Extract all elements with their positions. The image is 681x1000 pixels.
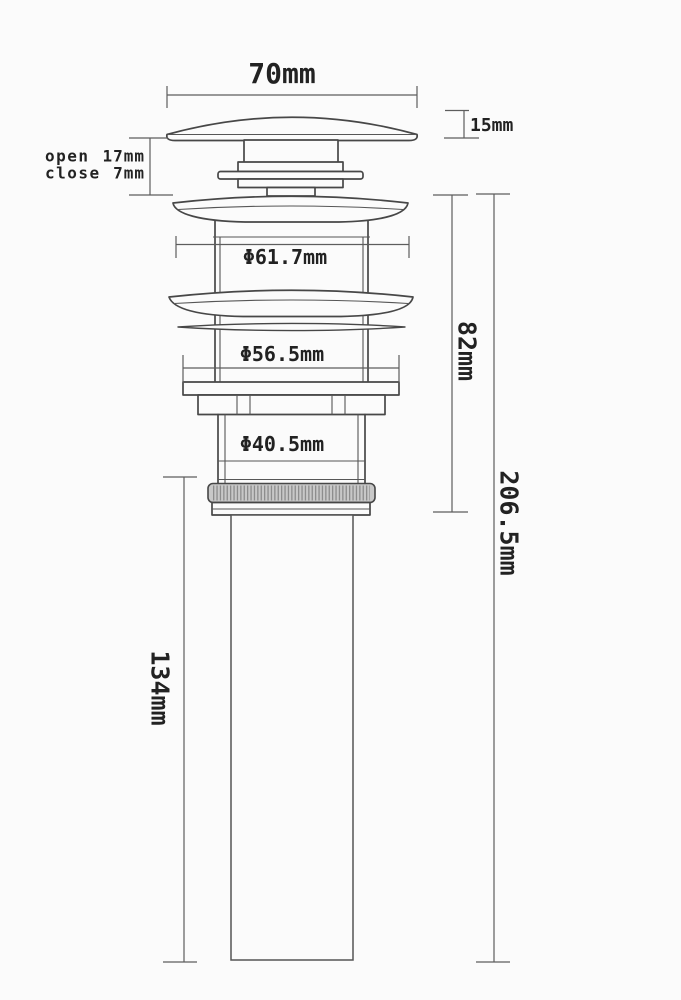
body-diameter-label: Φ56.5mm bbox=[239, 342, 325, 366]
upper-height-dimension bbox=[433, 195, 481, 512]
upper-height-label: 82mm bbox=[452, 320, 482, 382]
cap-stem bbox=[244, 140, 338, 163]
rubber-gasket bbox=[178, 323, 405, 330]
flange-diameter-dimension bbox=[176, 236, 409, 269]
washer-plate bbox=[183, 382, 399, 395]
collar bbox=[212, 503, 370, 516]
cap-thickness-dimension bbox=[444, 111, 514, 139]
cap-width-dimension bbox=[167, 57, 417, 108]
cap-thickness-label: 15mm bbox=[470, 115, 514, 136]
tail-diameter-label: Φ40.5mm bbox=[239, 432, 325, 456]
knurled-ring bbox=[208, 484, 375, 503]
upper-flange-dish bbox=[173, 196, 408, 222]
lift-height-dimension bbox=[45, 138, 173, 195]
close-value-label: 7mm bbox=[113, 163, 145, 183]
tail-length-dimension bbox=[145, 477, 197, 962]
locking-nut bbox=[198, 395, 385, 415]
tail-diameter-dimension bbox=[240, 432, 324, 456]
close-label: close bbox=[45, 163, 101, 183]
flange-diameter-label: Φ61.7mm bbox=[242, 245, 328, 269]
overall-height-label: 206.5mm bbox=[494, 470, 524, 576]
lower-flange-dish bbox=[169, 290, 413, 316]
open-label: open bbox=[45, 146, 90, 166]
tail-length-label: 134mm bbox=[145, 650, 175, 726]
pop-up-cap-dome bbox=[167, 117, 417, 140]
cap-width-label: 70mm bbox=[248, 57, 316, 90]
open-value-label: 17mm bbox=[102, 146, 145, 166]
tail-pipe bbox=[231, 515, 353, 960]
overall-height-dimension bbox=[476, 194, 523, 962]
stem-ring-stack bbox=[218, 162, 363, 196]
